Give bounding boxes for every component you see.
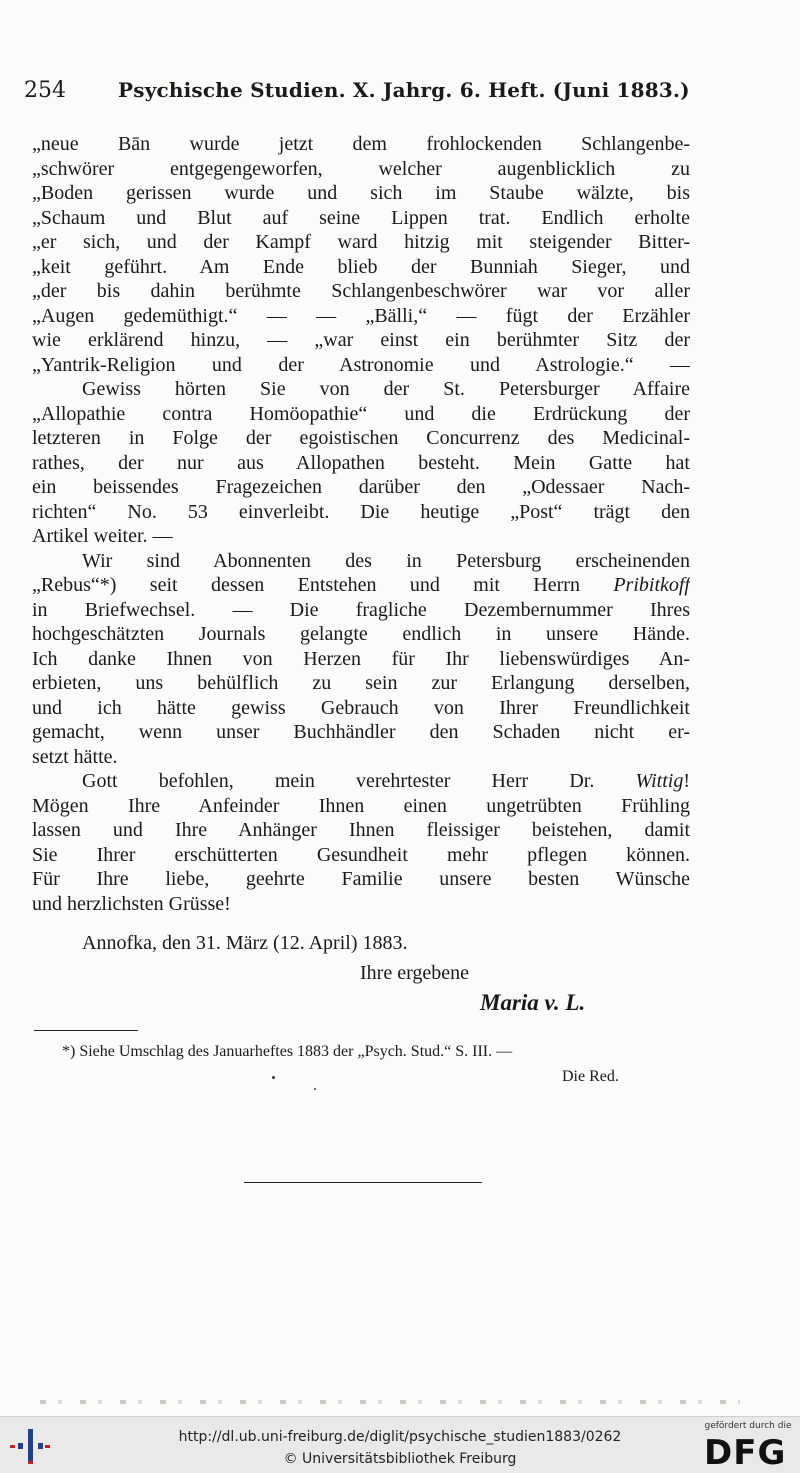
text-line: [32, 769, 690, 794]
running-title: Psychische Studien. X. Jahrg. 6. Heft. (Juni 1883.): [118, 78, 690, 102]
permalink-link[interactable]: http://dl.ub.uni-freiburg.de/diglit/psychische_studien1883/0262: [178, 1429, 622, 1445]
text-line: wie erklärend hinzu, — „war einst ein berühmter Sitz der: [32, 329, 690, 351]
text-line: Sie Ihrer erschütterten Gesundheit mehr pflegen können.: [32, 843, 690, 866]
text-line: rathes, der nur aus Allopathen besteht. Mein Gatte hat: [32, 451, 690, 474]
text-line: „neue Bān wurde jetzt dem frohlockenden Schlangenbe-: [32, 133, 690, 155]
text-line: gemacht, wenn unser Buchhändler den Schaden nicht er-: [32, 721, 690, 743]
print-speck: [314, 1088, 316, 1090]
text-line: „Allopathie contra Homöopathie“ und die Erdrückung der: [32, 402, 690, 425]
text-line: in Briefwechsel. — Die fragliche Dezembernummer Ihres: [32, 598, 690, 621]
print-speck: [272, 1076, 275, 1079]
letter-dateline: Annofka, den 31. März (12. April) 1883.: [82, 932, 408, 954]
body-text: [32, 132, 690, 916]
dfg-logo: [700, 1421, 796, 1471]
text-line: erbieten, uns behülflich zu sein zur Erlangung derselben,: [32, 672, 690, 694]
viewer-footer: [0, 1416, 800, 1473]
text-line: richten“ No. 53 einverleibt. Die heutige „Post“ trägt den: [32, 500, 690, 523]
text-line: [32, 573, 690, 598]
text-line: ein beissendes Fragezeichen darüber den „Odessaer Nach-: [32, 476, 690, 498]
page-number: 254: [24, 78, 66, 103]
text-line: letzteren in Folge der egoistischen Concurrenz des Medicinal-: [32, 427, 690, 449]
text-line: Artikel weiter. —: [32, 525, 173, 547]
text-line: setzt hätte.: [32, 745, 118, 768]
text-line: Ich danke Ihnen von Herzen für Ihr liebenswürdiges An-: [32, 647, 690, 670]
text-line: „der bis dahin berühmte Schlangenbeschwörer war vor aller: [32, 280, 690, 302]
text-line: und herzlichsten Grüsse!: [32, 892, 231, 915]
text-run: „Rebus“*) seit dessen Entstehen und mit Herrn: [32, 574, 614, 596]
dfg-logo-text: DFG: [704, 1433, 787, 1473]
text-line: „Schaum und Blut auf seine Lippen trat. Endlich erholte: [32, 206, 690, 229]
text-line: „er sich, und der Kampf ward hitzig mit steigender Bitter-: [32, 231, 690, 253]
text-line: Für Ihre liebe, geehrte Familie unsere besten Wünsche: [32, 868, 690, 890]
footnote-editor: Die Red.: [562, 1068, 619, 1085]
text-run: !: [683, 770, 690, 792]
letter-closing: Ihre ergebene: [360, 962, 470, 984]
text-line: „keit geführt. Am Ende blieb der Bunniah Sieger, und: [32, 255, 690, 278]
footnote-rule: [34, 1030, 138, 1031]
funding-note: gefördert durch die: [704, 1421, 792, 1431]
copyright-text: © Universitätsbibliothek Freiburg: [283, 1451, 517, 1467]
text-line: „Boden gerissen wurde und sich im Staube wälzte, bis: [32, 182, 690, 204]
italic-name: Pribitkoff: [613, 574, 690, 596]
text-line: Wir sind Abonnenten des in Petersburg erscheinenden: [82, 549, 690, 572]
page-header: [24, 78, 704, 110]
text-line: „schwörer entgegengeworfen, welcher augenblicklich zu: [32, 157, 690, 180]
text-line: Gewiss hörten Sie von der St. Petersburger Affaire: [82, 378, 690, 400]
text-line: und ich hätte gewiss Gebrauch von Ihrer Freundlichkeit: [32, 696, 690, 719]
letter-signature: Maria v. L.: [480, 990, 586, 1015]
scan-edge-artifact: [40, 1400, 740, 1404]
text-line: hochgeschätzten Journals gelangte endlich in unsere Hände.: [32, 623, 690, 645]
italic-name: Wittig: [635, 770, 684, 792]
end-rule: [244, 1182, 482, 1183]
text-line: „Augen gedemüthigt.“ — — „Bälli,“ — fügt der Erzähler: [32, 304, 690, 327]
text-line: lassen und Ihre Anhänger Ihnen fleissiger beistehen, damit: [32, 819, 690, 841]
text-line: Mögen Ihre Anfeinder Ihnen einen ungetrübten Frühling: [32, 794, 690, 817]
footnote-text: *) Siehe Umschlag des Januarheftes 1883 der „Psych. Stud.“ S. III. —: [62, 1043, 513, 1060]
text-run: Gott befohlen, mein verehrtester Herr Dr.: [82, 770, 636, 792]
text-line: „Yantrik-Religion und der Astronomie und Astrologie.“ —: [32, 353, 690, 376]
